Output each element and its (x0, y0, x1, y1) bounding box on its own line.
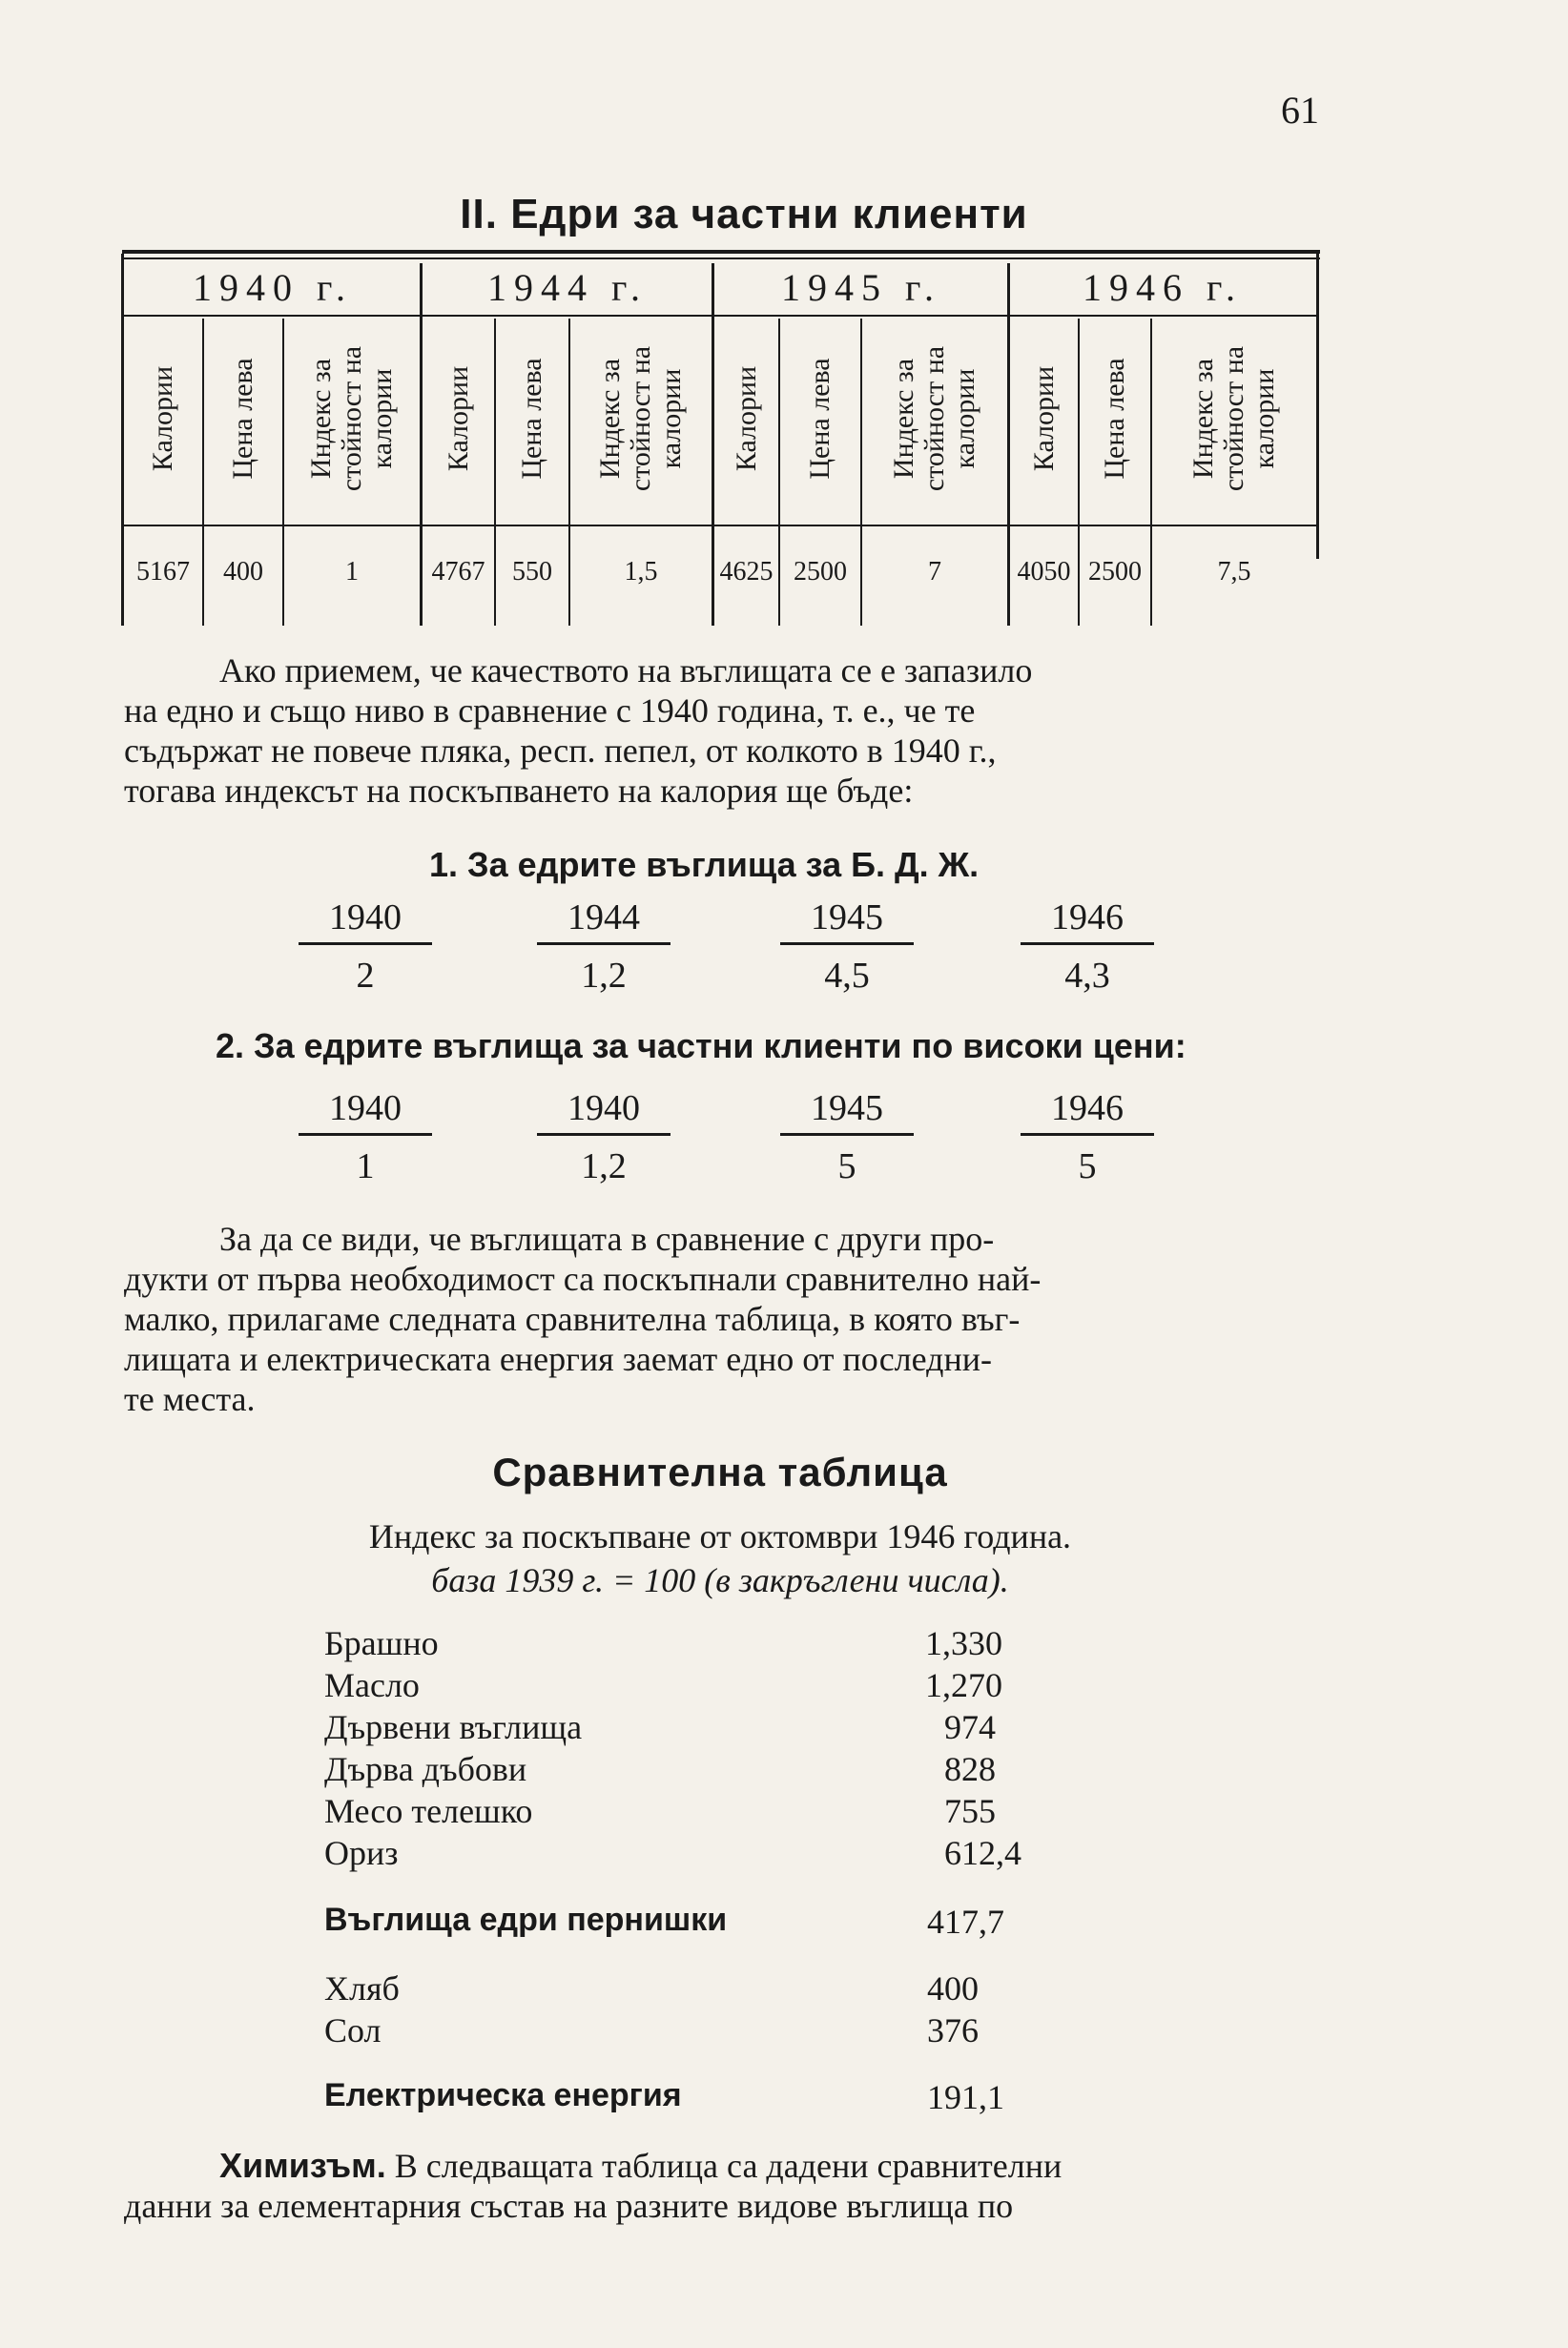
list-item-electricity: Електрическа енергия 191,1 (324, 2077, 1004, 2116)
list-item: Брашно 1,330 (324, 1624, 1002, 1662)
fraction: $\frac{1940}{1}$ (299, 1087, 432, 1187)
list-item: Масло 1,270 (324, 1666, 1002, 1704)
year-header-1945: 1945 г. (781, 266, 941, 309)
text-line: те места. (124, 1380, 256, 1418)
subsection-title-private: 2. За едрите въглища за частни клиенти по високи цени: (216, 1026, 1186, 1065)
table-right-border (1316, 254, 1319, 559)
paragraph-quality (124, 650, 1322, 811)
text-line: Ако приемем, че качеството на въглищата се е запазило (219, 651, 1033, 690)
paragraph-chemistry (124, 2146, 1322, 2226)
text-line: малко, прилагаме следната сравнителна таблица, в която въг- (124, 1300, 1021, 1338)
col-header-price-1944: Цена лева (516, 358, 547, 480)
table-cell: 2500 (794, 557, 847, 587)
text-line: Химизъм. В следващата таблица са дадени сравнителни (219, 2146, 1063, 2185)
list-item: Месо телешко 755 (324, 1792, 996, 1830)
section-title: II. Едри за частни клиенти (460, 191, 1028, 237)
col-header-price-1945: Цена лева (804, 358, 836, 480)
col-header-index-1946: Индекс за стойност на калории (1187, 345, 1280, 492)
table-year-row (124, 263, 1316, 313)
table-cell: 400 (223, 557, 263, 587)
table-cell: 550 (512, 557, 552, 587)
page-number: 61 (1281, 89, 1319, 132)
fraction: $\frac{1940}{2}$ (299, 896, 432, 997)
text-line: дукти от първа необходимост са поскъпнали сравнително най- (124, 1260, 1042, 1298)
text-line: лищата и електрическата енергия заемат едно от последни- (124, 1340, 992, 1378)
chemistry-lead: Химизъм. (219, 2146, 386, 2185)
list-item: Сол 376 (324, 2011, 979, 2049)
table-cell: 5167 (136, 557, 190, 587)
col-header-index-1945: Индекс за стойност на калории (888, 345, 980, 492)
fraction: $\frac{1946}{4,3}$ (1021, 896, 1154, 997)
col-header-calories-1940: Калории (147, 365, 178, 472)
paragraph-comparison (124, 1219, 1322, 1419)
list-item: Хляб 400 (324, 1969, 979, 2008)
table-cell: 7,5 (1217, 557, 1251, 587)
table-cell: 4050 (1017, 557, 1071, 587)
col-header-index-1944: Индекс за стойност на калории (594, 345, 687, 492)
fraction: $\frac{1944}{1,2}$ (537, 896, 671, 997)
table-top-rule-thin (122, 257, 1320, 259)
comparison-subtitle: Индекс за поскъпване от октомври 1946 година. (368, 1517, 1072, 1555)
col-header-price-1940: Цена лева (227, 358, 258, 480)
year-header-1944: 1944 г. (487, 266, 648, 309)
col-header-index-1940: Индекс за стойност на калории (305, 345, 398, 492)
table-rule-years (124, 315, 1316, 317)
list-item: Ориз 612,4 (324, 1834, 1021, 1872)
text-line: За да се види, че въглищата в сравнение с други про- (219, 1220, 995, 1258)
text-line: данни за елементарния състав на разните видове въглища по (124, 2187, 1014, 2225)
year-header-1946: 1946 г. (1083, 266, 1243, 309)
col-header-calories-1944: Калории (442, 365, 474, 472)
table-cell: 4625 (719, 557, 774, 587)
table-top-rule (122, 250, 1320, 254)
comparison-title: Сравнителна таблица (492, 1450, 948, 1494)
year-header-1940: 1940 г. (193, 266, 353, 309)
col-header-calories-1946: Калории (1027, 365, 1060, 472)
fraction: $\frac{1946}{5}$ (1021, 1087, 1154, 1187)
fraction: $\frac{1945}{4,5}$ (780, 896, 914, 997)
fraction: $\frac{1940}{1,2}$ (537, 1087, 671, 1187)
list-item: Дървени въглища 974 (324, 1708, 996, 1746)
col-header-calories-1945: Калории (730, 365, 762, 472)
col-header-price-1946: Цена лева (1099, 358, 1130, 480)
table-cell: 7 (928, 557, 941, 587)
table-cell: 1 (345, 557, 359, 587)
table-cell: 4767 (431, 557, 485, 587)
table-rule-headers (124, 525, 1316, 526)
table-cell: 2500 (1088, 557, 1142, 587)
list-item-coal: Въглища едри пернишки 417,7 (324, 1902, 1004, 1941)
text-line: на едно и също ниво в сравнение с 1940 година, т. е., че те (124, 691, 976, 730)
subsection-title-bdz: 1. За едрите въглища за Б. Д. Ж. (429, 845, 980, 884)
list-item: Дърва дъбови 828 (324, 1750, 996, 1788)
fraction: $\frac{1945}{5}$ (780, 1087, 914, 1187)
text-line: тогава индексът на поскъпването на калория ще бъде: (124, 772, 914, 810)
table-cell: 1,5 (624, 557, 658, 587)
comparison-base-note: база 1939 г. = 100 (в закръглени числа). (431, 1561, 1009, 1599)
text-line: съдържат не повече пляка, респ. пепел, от колкото в 1940 г., (124, 731, 997, 770)
